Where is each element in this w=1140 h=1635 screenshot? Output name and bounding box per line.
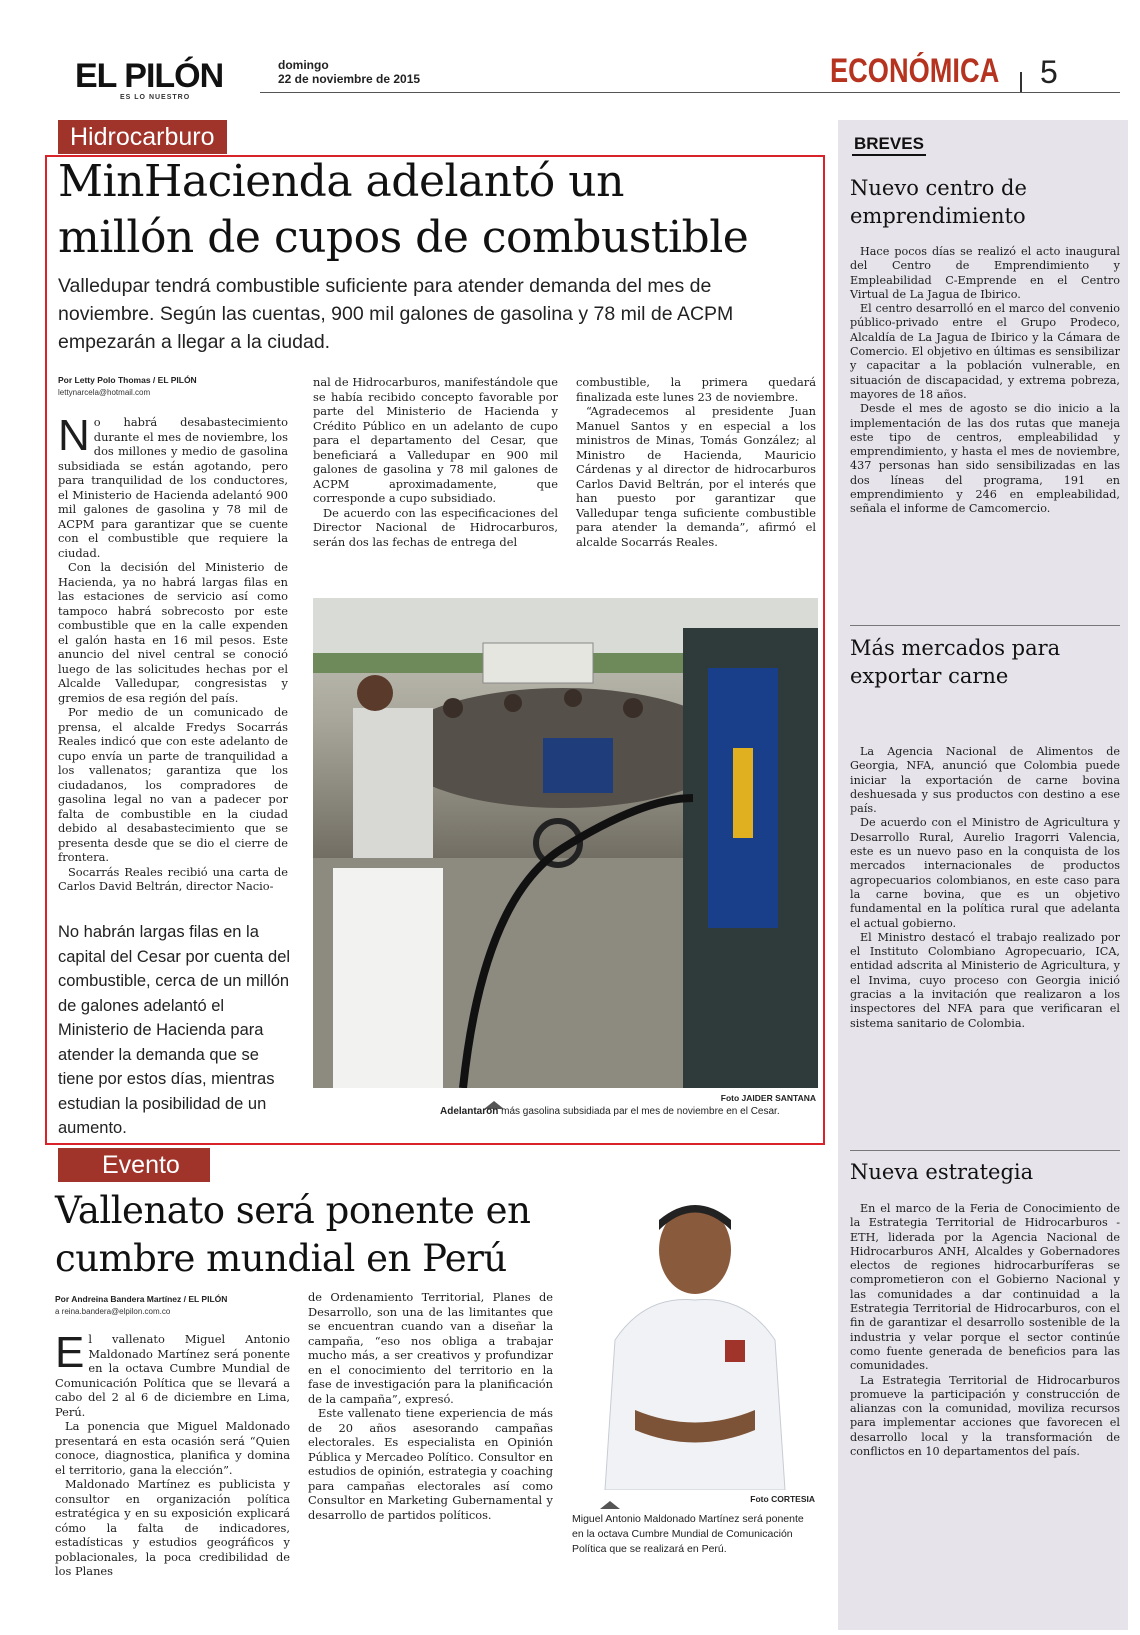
portrait-marker-icon — [600, 1494, 620, 1513]
main-byline-email[interactable]: lettynarcela@hotmail.com — [58, 388, 151, 397]
main-headline-line2: millón de cupos de combustible — [58, 212, 749, 263]
gas-station-illustration — [313, 598, 818, 1088]
second-column-1 — [55, 1328, 290, 1579]
second-col2-p1: de Ordenamiento Territorial, Planes de Desarrollo, son una de las limitantes que se encuentran cuando van a diseñar la campaña, “eso nos obliga a trabajar mucho más, a ser creativos y profundizar en el conocimiento del territorio en la fase de investigación para la planificación de la campaña”, expresó. — [308, 1290, 553, 1406]
main-col1-p4: Socarrás Reales recibió una carta de Carlos David Beltrán, director Nacio- — [58, 864, 288, 893]
breve-3-body — [850, 1202, 1120, 1459]
main-photo-credit: Foto JAIDER SANTANA — [720, 1093, 816, 1103]
breve-2-p1: La Agencia Nacional de Alimentos de Georgia, NFA, anunció que Colombia puede iniciar la exportación de carne bovina deshuesada y sus productos con destino a ese país. — [850, 745, 1120, 816]
header-rule — [260, 92, 1120, 93]
breve-2-title: Más mercados para exportar carne — [850, 636, 1061, 688]
issue-full-date: 22 de noviembre de 2015 — [278, 72, 421, 86]
second-photo-credit: Foto CORTESIA — [750, 1494, 815, 1504]
breve-3-title: Nueva estrategia — [850, 1160, 1034, 1184]
section-tag-hidrocarburo: Hidrocarburo — [58, 120, 227, 154]
second-col1-p2: La ponencia que Miguel Maldonado presentará en esta ocasión será “Quien conoce, diagnostica, planifica y domina el territorio, gana la elección”. — [55, 1419, 290, 1477]
sidebar-divider — [850, 625, 1120, 626]
second-headline-line2: cumbre mundial en Perú — [55, 1237, 507, 1280]
main-col3-p1: combustible, la primera quedará finalizada este lunes 23 de noviembre. — [576, 375, 816, 404]
second-col1-first: l vallenato Miguel Antonio Maldonado Martínez será ponente en la octava Cumbre Mundial de Comunicación Política que se llevará a cabo del 2 al 6 de diciembre en Lima, Perú. — [55, 1332, 290, 1419]
breve-2-body — [850, 745, 1120, 1031]
main-caption-rest: más gasolina subsidiada par el mes de noviembre en el Cesar. — [498, 1106, 780, 1117]
issue-date — [278, 58, 420, 86]
main-column-1 — [58, 411, 288, 894]
portrait-photo — [565, 1190, 820, 1490]
page-separator — [1020, 72, 1022, 92]
main-col2-p1: nal de Hidrocarburos, manifestándole que se había recibido concepto favorable por parte del Ministerio de Hacienda y Crédito Público en un adelanto de cupo para el departamento del Cesar, que beneficiará a Valledupar en 900 mil galones de gasolina y 78 mil galones de ACPM aproximadamente, que corresponde a cupo subsidiado. — [313, 375, 558, 505]
main-headline-line1: MinHacienda adelantó un — [58, 156, 624, 207]
main-photo-caption — [440, 1106, 820, 1117]
main-headline — [58, 154, 818, 266]
main-column-2 — [313, 375, 558, 549]
main-deck: Valledupar tendrá combustible suficiente para atender demanda del mes de noviembre. Según las cuentas, 900 mil galones de gasolina y 78 mil de ACPM empezarán a llegar a la ciudad. — [58, 275, 734, 353]
section-name: ECONÓMICA — [830, 52, 1000, 90]
breve-1-p2: El centro desarrolló en el marco del convenio público-privado entre el Grupo Prodeco, Alcaldía de La Jagua de Ibirico y la Cámara de Comercio. El objetivo en últimas es sensibilizar y capacitar a la población vulnerable, en situación de discapacidad, y extrema pobreza, mayores de 18 años. — [850, 302, 1120, 401]
main-dropcap: N — [58, 411, 90, 460]
second-col2-p2: Este vallenato tiene experiencia de más de 20 años asesorando campañas electorales. Es especialista en Opinión Pública y Mercadeo Político. Consultor en estudios de opinión, estrategia y coaching para campañas electorales así como Consultor en Marketing Gubernamental y desarrollo de partidos políticos. — [308, 1406, 553, 1522]
main-col2-p2: De acuerdo con las especificaciones del Director Nacional de Hidrocarburos, serán dos las fechas de entrega del — [313, 505, 558, 549]
second-headline-line1: Vallenato será ponente en — [55, 1189, 531, 1232]
main-col1-first: o habrá desabastecimiento durante el mes de noviembre, los dos millones y medio de gasolina subsidiada se están agotando, pero para tranquilidad de los conductores, el Ministerio de Hacienda adelantó 900 mil galones de gasolina y 78 mil de ACPM para garantizar que se cuente con el combustible que requiere la ciudad. — [58, 415, 288, 560]
breve-1-p1: Hace pocos días se realizó el acto inaugural del Centro de Emprendimiento y Empleabilidad C-Emprende en el Centro Virtual de La Jagua de Ibirico. — [850, 245, 1120, 301]
breve-2-p2: De acuerdo con el Ministro de Agricultura y Desarrollo Rural, Aurelio Iragorri Valencia, este es un nuevo paso en la conquista de los mercados internacionales de productos agropecuarios colombianos, en este caso para la carne bovina, que es un objetivo fundamental en la política rural que adelanta el actual gobierno. — [850, 816, 1120, 930]
masthead-logo: EL PILÓN — [75, 57, 224, 95]
section-tag-evento: Evento — [58, 1148, 210, 1182]
page-number: 5 — [1040, 54, 1058, 90]
breves-label: BREVES — [852, 134, 926, 156]
pull-quote: No habrán largas filas en la capital del Cesar por cuenta del combustible, cerca de un millón de galones adelantó el Ministerio de Hacienda para atender la demanda que se tiene por estos días, mientras estudian la posibilidad de un aumento. — [58, 923, 291, 1137]
breve-1-p3: Desde el mes de agosto se dio inicio a la implementación de las dos rutas que maneja este tipo de centros, empleabilidad y emprendimiento, y hasta el mes de noviembre, 437 personas han sido sensibilizadas en las dos líneas del programa, 191 en emprendimiento y 246 en empleabilidad, señala el informe de Camcomercio. — [850, 402, 1120, 516]
issue-day: domingo — [278, 58, 329, 72]
main-column-3 — [576, 375, 816, 549]
main-col1-p3: Por medio de un comunicado de prensa, el alcalde Fredys Socarrás Reales indicó que con este adelanto de cupo envía un parte de tranquilidad a los vallenatos; garantiza que los ciudadanos, los compradores de gasolina legal no van a padecer por falta de combustible en la ciudad debido al desabastecimiento que se presenta desde que se dio el cierre de frontera. — [58, 705, 288, 864]
breve-2-p3: El Ministro destacó el trabajo realizado por el Instituto Colombiano Agropecuario, ICA, entidad adscrita al Ministerio de Agricultura, y el Invima, cuyo proceso con Georgia inició gracias a la invitación que realizaron a los inspectores del NFA para que verificaran el sistema sanitario de Colombia. — [850, 930, 1120, 1030]
second-dropcap: E — [55, 1328, 85, 1377]
masthead-slogan: ES LO NUESTRO — [120, 94, 191, 101]
breve-1-body — [850, 245, 1120, 517]
second-photo-caption: Miguel Antonio Maldonado Martínez será ponente en la octava Cumbre Mundial de Comunicación Política que se realizará en Perú. — [572, 1513, 804, 1555]
main-col3-p2: “Agradecemos al presidente Juan Manuel Santos y en especial a los ministros de Minas, Tomás González; al Ministro de Hacienda, Mauricio Cárdenas y al director de hidrocarburos Carlos David Beltrán, por el interés que han puesto por garantizar que Valledupar tenga suficiente combustible para atender la demanda”, afirmó el alcalde Socarrás Reales. — [576, 404, 816, 549]
second-column-2 — [308, 1290, 553, 1522]
breve-1-title: Nuevo centro de emprendimiento — [850, 176, 1027, 228]
second-col1-p3: Maldonado Martínez es publicista y consultor en organización política estratégica y en su exposición explicará cómo la falta de indicadores, estadísticas y estudios geográficos y poblacionales, la poca credibilidad de los Planes — [55, 1477, 290, 1578]
main-byline: Por Letty Polo Thomas / EL PILÓN — [58, 375, 197, 385]
breve-3-p1: En el marco de la Feria de Conocimiento de la Estrategia Territorial de Hidrocarburos - ETH, liderada por la Agencia Nacional de Hidrocarburos ANH, Alcaldes y Gobernadores electos de regiones hidrocarburíferas se comprometieron con el Gobierno Nacional y las comunidades a dar continuidad a la Estrategia Territorial de Hidrocarburos, con el fin de garantizar el desarrollo sostenible de la industria y velar porque el sector continúe como fuente generada de beneficios para las comunidades. — [850, 1202, 1120, 1373]
portrait-illustration — [565, 1190, 820, 1490]
gas-station-photo — [313, 598, 818, 1088]
breve-3-p2: La Estrategia Territorial de Hidrocarburos promueve la participación y construcción de alianzas con la comunidad, moviliza recursos para implementar acciones que favorecen el desarrollo local y la transformación de conflictos en 10 departamentos del país. — [850, 1373, 1120, 1459]
second-headline — [55, 1187, 615, 1283]
second-byline: Por Andreina Bandera Martínez / EL PILÓN — [55, 1294, 228, 1304]
sidebar-divider — [850, 1150, 1120, 1151]
second-byline-email[interactable]: a reina.bandera@elpilon.com.co — [55, 1307, 171, 1316]
main-caption-bold: Adelantaron — [440, 1106, 499, 1117]
main-col1-p2: Con la decisión del Ministerio de Hacienda, ya no habrá largas filas en las estaciones de servicio así como tampoco habrá sobrecosto por este combustible que en la calle expenden el galón hasta en 16 mil pesos. Este anuncio del nivel central se conoció luego de las solicitudes hechas por el Alcalde Valledupar, congresistas y gremios de esa región del país. — [58, 560, 288, 705]
